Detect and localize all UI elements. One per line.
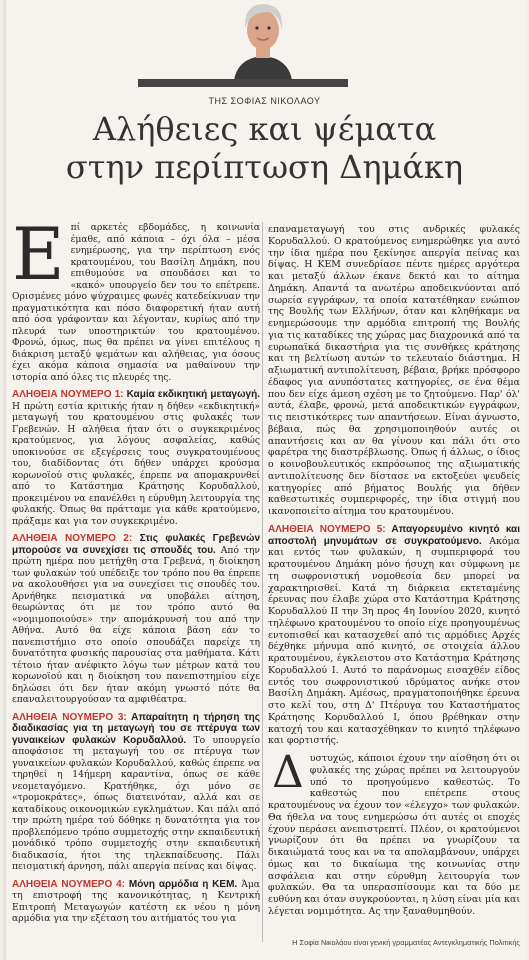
truth1-text: Η πρώτη εστία κριτικής ήταν η δήθεν «εκδικητική» μεταγωγή του κρατουμένου στις φυλακές των Γρεβενών. Η αλήθεια ήταν ότι ο συγκεκριμένος κρατούμενος, για λόγους ασφαλείας, καθώς υποκινούσε σε εξεγέρσεις τους συγκρατουμένους του, διαδίδοντας ότι δήθεν υπάρχει κρούσμα κορωνοϊού στις φυλακές, έπρεπε να απομακρυνθεί από το Κατάστημα Κράτησης Κορυδαλλού, προκειμένου να επανέλθει η εύρυθμη λειτουργία της φυλακής. Όπως θα πράτταμε για κάθε κρατούμενο, πράξαμε και για τον συγκεκριμένο. bbox=[12, 400, 260, 527]
truth3-heading: ΑΛΗΘΕΙΑ ΝΟΥΜΕΡΟ 3: Απαραίτητη η τήρηση της διαδικασίας για τη μεταγωγή του σε πτέρυγα των γυναικείων φυλακών Κορυδαλλού. bbox=[12, 711, 260, 746]
truth5-heading: ΑΛΗΘΕΙΑ ΝΟΥΜΕΡΟ 5: Απαγορευμένο κινητό και αποστολή μηνυμάτων σε συγκρατούμενο. bbox=[268, 523, 520, 547]
left-column bbox=[12, 212, 261, 931]
dropcap: Ε bbox=[12, 212, 65, 296]
truth2-heading: ΑΛΗΘΕΙΑ ΝΟΥΜΕΡΟ 2: Στις φυλακές Γρεβενών μπορούσε να συνεχίσει τις σπουδές του. bbox=[12, 533, 261, 556]
truth3-paragraph bbox=[12, 712, 260, 873]
right-continuation: επαναμεταγωγή του στις ανδρικές φυλακές Κορυδαλλού. Ο κρατούμενος ενημερώθηκε για αυτό την ίδια ημέρα που ξεκίνησε απεργία πείνας και δίψας. Η ΚΕΜ συνεδρίασε πέντε ημέρες αργότερα και μεταξύ άλλων έκανε δεκτό και το αίτημα Δημάκη. Απαντά τα ανωτέρω αποδεικνύονται από σωρεία εγγράφων, τα οποία κατατέθηκαν ενώπιον της Βουλής των Ελλήνων, όταν και κληθήκαμε να ενημερώσουμε την αρμόδια επιτροπή της Βουλής για τις καταδίκες της χώρας μας διαχρονικά από τα ευρωπαϊκά δικαστήρια για τις συνθήκες κράτησης και τη βελτίωση αυτών το τελευταίο διάστημα. Η αξιωματική αντιπολίτευση, βέβαια, βρήκε πρόσφορο έδαφος για ανυπόστατες κατηγορίες, σε ένα θέμα που δεν είχε άμεση σχέση με το ζητούμενο. Παρ' όλ' αυτά, έλαβε, φρονώ, μετά αποδεικτικών εγγράφων, τις πειστικότερες των απαντήσεων. Είναι άγνωστο, βέβαια, πώς θα χρησιμοποιηθούν αυτές οι απαντήσεις και αν θα γίνουν και πάλι ότι στο φαρέτρα της διαστρέβλωσης. Όπως ή άλλως, ο ίδιος ο κοινοβουλευτικός εκπρόσωπος της αξιωματικής αντιπολίτευσης δεν δίστασε να εκτοξεύει ψευδείς κατηγορίες από βήματος Βουλής για δήθεν καθεστωτικές συμπεριφορές, την ίδια στιγμή που ικανοποιείτο αίτημα του κρατουμένου. bbox=[268, 224, 520, 517]
truth4-text: Άμα τη επιστροφή της κανονικότητας, η Κεντρική Επιτροπή Μεταγωγών κατέστη εκ νέου η μόνη αρμόδια για την εξέταση του αιτήματός του για bbox=[12, 878, 260, 924]
truth5-text: Ακόμα και εντός των φυλακών, η συμπεριφορά του κρατουμένου Δημάκη μόνο ήσυχη και σύμφωνη με τη σωφρονιστική νομοθεσία δεν μπορεί να χαρακτηρισθεί. Κατά τη διάρκεια εκτεταμένης έρευνας που έλαβε χώρα στο Κατάστημα Κράτησης Κορυδαλλού ΙΙ την 3η προς 4η Ιουνίου 2020, κινητό τηλέφωνο κρατουμένου το οποίο είχε προηγουμένως εντοπισθεί και κατασχεθεί από τις αρμόδιες Αρχές δέχθηκε μήνυμα από κινητό, σε στοιχεία άλλου κρατουμένου, έγκλειστου στο Κατάστημα Κράτησης Κορυδαλλού Ι. Αυτό το παράνομως εισαχθέν είδος εντός του σωφρονιστικού ιδρύματος ανήκε στον Βασίλη Δημάκη. Αμέσως, πραγματοποιήθηκε έρευνα στο κελί του, στη Δ' Πτέρυγα του Καταστήματος Κράτησης Κορυδαλλού Ι, όπου βρέθηκαν στην κατοχή του και κατασχέθηκαν το κινητό τηλέφωνο και φορτιστής. bbox=[268, 535, 520, 747]
closing-dropcap: Δ bbox=[272, 747, 304, 798]
closing-paragraph bbox=[268, 747, 520, 918]
truth2-text: Από την πρώτη ημέρα που μετήχθη στα Γρεβενά, η διοίκηση των φυλακών τού υπέδειξε τον τρόπο που θα έπρεπε να ακολουθήσει για να συνεχίσει τις σπουδές του. Αρνήθηκε πεισματικά να υποβάλει αίτηση, θεωρώντας ότι με τον τρόπο αυτό θα «νομιμοποιούσε» την απομάκρυνσή του από την Αθήνα. Αυτό θα είχε κάποια βάση εάν το πανεπιστήμιο στο οποίο σπουδάζει παρείχε τη δυνατότητα φυσικής παρουσίας στα μαθήματα. Κάτι τέτοιο ήταν ανέφικτο λόγω των μέτρων κατά του κορωνοϊού και η διοίκηση του πανεπιστημίου είχε δηλώσει ότι δεν ήταν ακόμη γνωστό πότε θα επαναλειτουργούσαν τα αμφιθέατρα. bbox=[12, 544, 260, 705]
header-rule bbox=[138, 79, 348, 87]
truth1-paragraph bbox=[12, 389, 260, 527]
truth5-paragraph bbox=[268, 524, 520, 747]
truth4-label: ΑΛΗΘΕΙΑ ΝΟΥΜΕΡΟ 4: bbox=[12, 878, 125, 890]
byline: ΤΗΣ ΣΟΦΙΑΣ ΝΙΚΟΛΑΟΥ bbox=[208, 96, 321, 106]
title-line-1: Αλήθειες και ψέματα bbox=[92, 110, 437, 148]
article-title bbox=[0, 110, 529, 186]
truth3-text: Το υπουργείο αποφάσισε τη μεταγωγή του σε πτέρυγα των γυναικείων φυλακών Κορυδαλλού, καθώς έπρεπε να τηρηθεί η 14ήμερη καραντίνα, όπως σε κάθε νεομεταγόμενο. Κρατήθηκε, όχι μόνο σε «τρομοκράτες», όπως διατεινόταν, αλλά και σε καταδίκους οικονομικών εγκλημάτων. Και πάλι από την πρώτη ημέρα τού δόθηκε η δυνατότητα για τον προβλεπόμενο τρόπο συμμετοχής στην εκπαιδευτική μονάδικό τρόπο συμμετοχής στην εκπαιδευτική διαδικασία, ήτοι της τηλεκπαίδευσης. Πάλι πεισματική άρνηση, πάλι απεργία πείνας και δίψας. bbox=[12, 734, 260, 872]
author-note: Η Σοφία Νικολάου είναι γενική γραμματέας Αντεγκληματικής Πολιτικής bbox=[292, 938, 520, 947]
truth4-paragraph bbox=[12, 879, 260, 925]
intro-text: πί αρκετές εβδομάδες, η κοινωνία έμαθε, από κάποια – όχι όλα – μέσα ενημέρωσης, για την περίπτωση ενός κρατουμένου, του Βασίλη Δημάκη, που επιθυμούσε να σπουδάσει και το «κακό» υπουργείο δεν του το επέτρεπε. Ορισμένες μόνο ψύχραιμες φωνές κατεδείκνυαν την πραγματικότητα και πόσο διαφορετική ήταν αυτή από όσα γράφονταν και λέγονταν, κυρίως από την πλευρά των υποστηρικτών του κρατουμένου. Φρονώ, όμως, πως θα πρέπει να γίνει επιτέλους η διάκριση μεταξύ ψεμάτων και αλήθειας, για όσους έχει ακόμα κάποια σημασία να μαθαίνουν την ιστορία από όλες τις πλευρές της. bbox=[12, 222, 260, 383]
truth2-paragraph bbox=[12, 533, 260, 706]
column-divider bbox=[262, 222, 263, 942]
intro-paragraph bbox=[12, 212, 260, 383]
right-column bbox=[268, 224, 520, 924]
author-portrait bbox=[228, 0, 298, 80]
title-line-2: στην περίπτωση Δημάκη bbox=[65, 148, 464, 186]
truth4-heading: ΑΛΗΘΕΙΑ ΝΟΥΜΕΡΟ 4: Μόνη αρμόδια η ΚΕΜ. bbox=[12, 878, 238, 890]
truth2-label: ΑΛΗΘΕΙΑ ΝΟΥΜΕΡΟ 2: bbox=[12, 533, 133, 544]
truth1-heading: ΑΛΗΘΕΙΑ ΝΟΥΜΕΡΟ 1: Καμία εκδικητική μεταγωγή. bbox=[12, 389, 261, 400]
closing-text: υστυχώς, κάποιοι έχουν την αίσθηση ότι οι φυλακές της χώρας πρέπει να λειτουργούν υπό το προηγούμενο καθεστώς. Το καθεστώς που επέτρεπε στους κρατουμένους να έχουν τον «έλεγχο» των φυλακών. Θα ήθελα να τους ενημερώσω ότι αυτές οι εποχές έχουν περάσει ανεπιστρεπτί. Πλέον, οι κρατούμενοι γνωρίζουν ότι θα πρέπει να γνωρίζουν τα δικαιώματά τους και να τα απολαμβάνουν, υπάρχει όμως και το δικαίωμα της κοινωνίας στην ασφάλεια και στην εύρυθμη λειτουργία των φυλακών. Θα τα υπερασπίσουμε και τα δύο με ευθύνη και όταν συγκρούονται, η λύση είναι μία και λέγεται νομιμότητα. Ας την ξαναθυμηθούν. bbox=[268, 753, 520, 917]
truth1-label: ΑΛΗΘΕΙΑ ΝΟΥΜΕΡΟ 1: bbox=[12, 389, 124, 400]
truth3-label: ΑΛΗΘΕΙΑ ΝΟΥΜΕΡΟ 3: bbox=[12, 711, 127, 723]
truth5-label: ΑΛΗΘΕΙΑ ΝΟΥΜΕΡΟ 5: bbox=[268, 523, 386, 535]
